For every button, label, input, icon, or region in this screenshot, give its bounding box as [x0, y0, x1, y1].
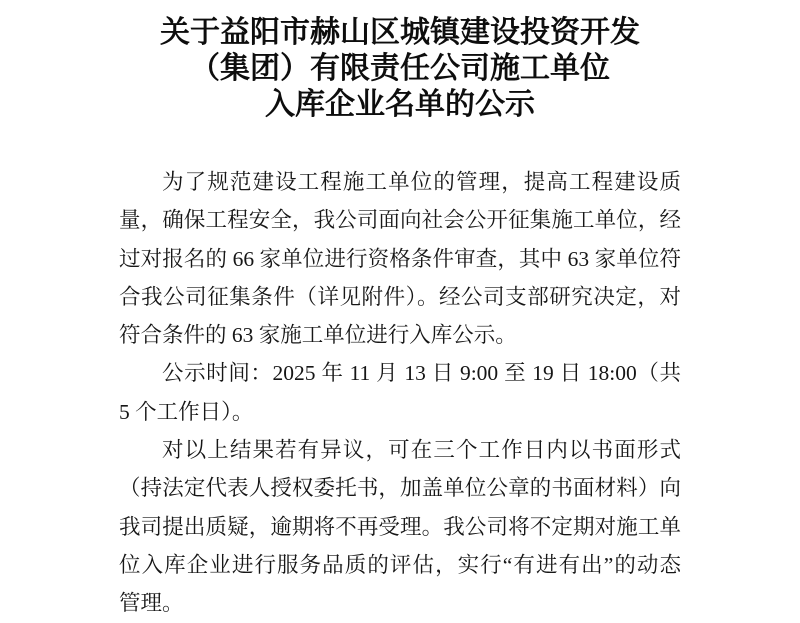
body-line: 过对报名的 66 家单位进行资格条件审查，其中 63 家单位符 [119, 246, 681, 271]
body-line: 公示时间：2025 年 11 月 13 日 9:00 至 19 日 18:00（共 [162, 361, 681, 386]
body-line: 我司提出质疑，逾期将不再受理。我公司将不定期对施工单 [119, 514, 681, 539]
body-line: 符合条件的 63 家施工单位进行入库公示。 [119, 323, 517, 348]
title-line: （集团）有限责任公司施工单位 [190, 52, 610, 85]
body-line: 对以上结果若有异议，可在三个工作日内以书面形式 [162, 438, 681, 463]
body-line: （持法定代表人授权委托书，加盖单位公章的书面材料）向 [119, 476, 681, 501]
body-line: 位入库企业进行服务品质的评估，实行“有进有出”的动态 [119, 552, 681, 577]
title-line: 入库企业名单的公示 [265, 88, 535, 121]
body-line: 5 个工作日）。 [119, 399, 254, 424]
title-line: 关于益阳市赫山区城镇建设投资开发 [160, 16, 640, 49]
document-body [119, 163, 681, 623]
body-line: 为了规范建设工程施工单位的管理，提高工程建设质 [162, 170, 681, 194]
body-line: 合我公司征集条件（详见附件）。经公司支部研究决定，对 [119, 284, 681, 309]
body-line: 量，确保工程安全，我公司面向社会公开征集施工单位，经 [119, 208, 681, 233]
body-line: 管理。 [119, 591, 184, 616]
page-title [0, 0, 800, 123]
